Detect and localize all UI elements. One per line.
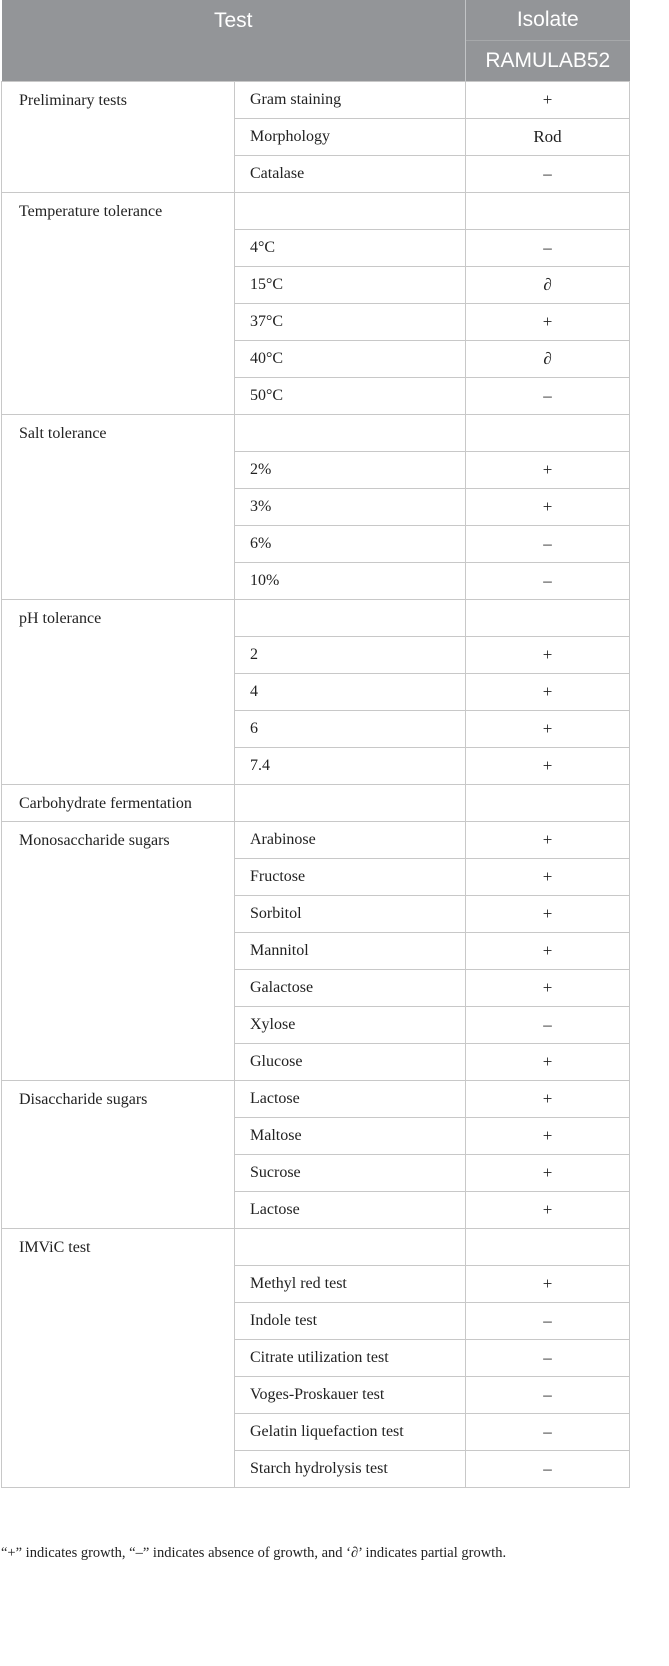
result-cell: – xyxy=(466,1377,630,1414)
table-row xyxy=(2,1229,630,1266)
test-name-cell: Lactose xyxy=(235,1081,466,1118)
result-cell: + xyxy=(466,859,630,896)
result-cell: + xyxy=(466,748,630,785)
test-name-cell: 4°C xyxy=(235,230,466,267)
test-name-cell: Sucrose xyxy=(235,1155,466,1192)
result-cell: + xyxy=(466,1155,630,1192)
result-cell: + xyxy=(466,711,630,748)
result-cell xyxy=(466,785,630,822)
empty-cell xyxy=(466,600,630,637)
test-name-cell: 6 xyxy=(235,711,466,748)
category-cell: Monosaccharide sugars xyxy=(2,822,235,1081)
test-name-cell: Fructose xyxy=(235,859,466,896)
test-name-cell: 6% xyxy=(235,526,466,563)
result-cell: + xyxy=(466,82,630,119)
result-cell: – xyxy=(466,1451,630,1488)
result-cell: + xyxy=(466,674,630,711)
result-cell: + xyxy=(466,1118,630,1155)
category-cell: Salt tolerance xyxy=(2,415,235,600)
test-name-cell: Citrate utilization test xyxy=(235,1340,466,1377)
result-cell: – xyxy=(466,1007,630,1044)
result-cell: – xyxy=(466,378,630,415)
table-row xyxy=(2,822,630,859)
result-cell: – xyxy=(466,1414,630,1451)
result-cell: + xyxy=(466,489,630,526)
test-name-cell: Voges-Proskauer test xyxy=(235,1377,466,1414)
result-cell: ∂ xyxy=(466,267,630,304)
empty-cell xyxy=(235,415,466,452)
test-name-cell: 10% xyxy=(235,563,466,600)
category-cell: Temperature tolerance xyxy=(2,193,235,415)
result-cell: + xyxy=(466,822,630,859)
result-cell: + xyxy=(466,452,630,489)
test-name-cell: Starch hydrolysis test xyxy=(235,1451,466,1488)
test-name-cell: Sorbitol xyxy=(235,896,466,933)
result-cell: + xyxy=(466,970,630,1007)
test-name-cell: Indole test xyxy=(235,1303,466,1340)
category-cell: IMViC test xyxy=(2,1229,235,1488)
result-cell: + xyxy=(466,304,630,341)
test-name-cell: 4 xyxy=(235,674,466,711)
test-name-cell: Lactose xyxy=(235,1192,466,1229)
result-cell: + xyxy=(466,1266,630,1303)
table-row xyxy=(2,193,630,230)
table-row xyxy=(2,415,630,452)
test-name-cell xyxy=(235,785,466,822)
table-header xyxy=(2,0,630,82)
test-name-cell: Galactose xyxy=(235,970,466,1007)
test-name-cell: 15°C xyxy=(235,267,466,304)
result-cell: ∂ xyxy=(466,341,630,378)
test-name-cell: 2% xyxy=(235,452,466,489)
empty-cell xyxy=(235,1229,466,1266)
header-test: Test xyxy=(2,0,466,82)
empty-cell xyxy=(466,1229,630,1266)
test-name-cell: Gelatin liquefaction test xyxy=(235,1414,466,1451)
result-cell: + xyxy=(466,1044,630,1081)
test-name-cell: 7.4 xyxy=(235,748,466,785)
result-cell: – xyxy=(466,563,630,600)
test-name-cell: Mannitol xyxy=(235,933,466,970)
result-cell: + xyxy=(466,1081,630,1118)
result-cell: – xyxy=(466,156,630,193)
empty-cell xyxy=(235,600,466,637)
category-cell: Preliminary tests xyxy=(2,82,235,193)
test-name-cell: Morphology xyxy=(235,119,466,156)
test-name-cell: Arabinose xyxy=(235,822,466,859)
test-name-cell: 2 xyxy=(235,637,466,674)
table-container xyxy=(1,0,629,1488)
category-cell: Disaccharide sugars xyxy=(2,1081,235,1229)
test-name-cell: Methyl red test xyxy=(235,1266,466,1303)
test-name-cell: Maltose xyxy=(235,1118,466,1155)
test-name-cell: Xylose xyxy=(235,1007,466,1044)
table-row xyxy=(2,600,630,637)
test-name-cell: 3% xyxy=(235,489,466,526)
result-cell: + xyxy=(466,896,630,933)
result-cell: + xyxy=(466,637,630,674)
table-row xyxy=(2,1081,630,1118)
test-name-cell: 40°C xyxy=(235,341,466,378)
result-cell: – xyxy=(466,1340,630,1377)
result-cell: + xyxy=(466,1192,630,1229)
results-table xyxy=(1,0,630,1488)
test-name-cell: 50°C xyxy=(235,378,466,415)
empty-cell xyxy=(466,415,630,452)
header-strain: RAMULAB52 xyxy=(466,41,630,82)
category-cell: Carbohydrate fermentation xyxy=(2,785,235,822)
footnote: “+” indicates growth, “–” indicates absence of growth, and ‘∂’ indicates partial growth. xyxy=(1,1545,507,1561)
test-name-cell: Gram staining xyxy=(235,82,466,119)
test-name-cell: Catalase xyxy=(235,156,466,193)
test-name-cell: 37°C xyxy=(235,304,466,341)
result-cell: Rod xyxy=(466,119,630,156)
category-cell: pH tolerance xyxy=(2,600,235,785)
empty-cell xyxy=(235,193,466,230)
table-body xyxy=(2,82,630,1488)
empty-cell xyxy=(466,193,630,230)
result-cell: – xyxy=(466,1303,630,1340)
result-cell: – xyxy=(466,230,630,267)
table-row xyxy=(2,82,630,119)
header-isolate: Isolate xyxy=(466,0,630,41)
test-name-cell: Glucose xyxy=(235,1044,466,1081)
table-row xyxy=(2,785,630,822)
result-cell: – xyxy=(466,526,630,563)
result-cell: + xyxy=(466,933,630,970)
